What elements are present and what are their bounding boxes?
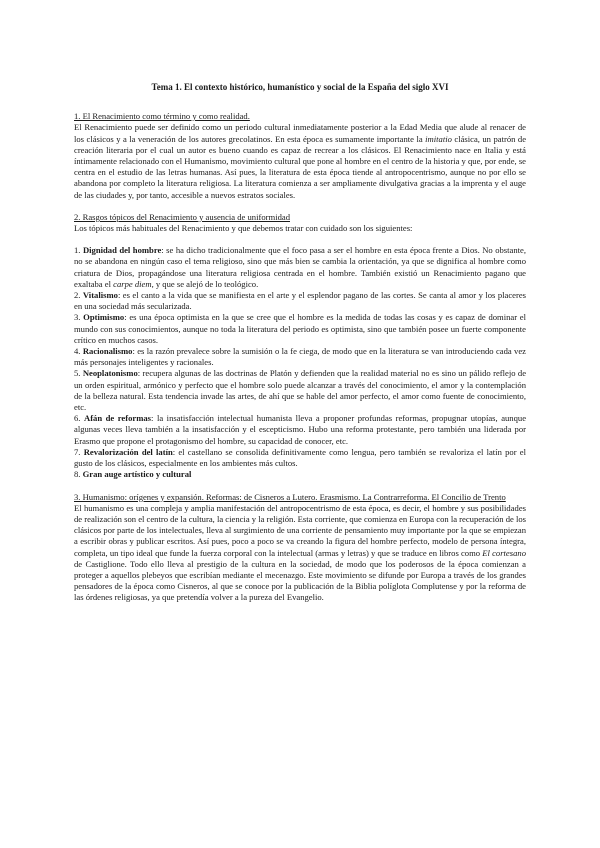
list-item-term: Dignidad del hombre — [82, 245, 162, 256]
section-2-intro: Los tópicos más habituales del Renacimiento y que debemos tratar con cuidado son los siguientes: — [74, 223, 413, 234]
section-3-text-a: El humanismo es una compleja y amplia manifestación del antropocentrismo de esta época, es decir, el hombre y sus posibilidades de realización son el centro de la cultura, la ciencia y la religión. Esta corriente, que comienza en Europa con la recuperación de los clásicos por parte de los intelectuales, lleva al surgimiento de una corriente de pensamiento muy importante por la que se empiezan a escribir obras y publicar escritos. Así pues, poco a poco se va creando la figura del hombre perfecto, modelo de persona íntegra, completa, un tipo ideal que funde la fuerza corporal con la intelectual (armas y letras) y que se traduce en libros como — [74, 502, 526, 558]
section-3-italic: El cortesano — [482, 547, 526, 558]
section-1-italic: imitatio — [425, 133, 452, 144]
list-item-term: Revalorización del latín — [83, 446, 173, 457]
section-1-paragraph — [74, 122, 526, 200]
list-item-term: Gran auge artístico y cultural — [82, 469, 192, 480]
list-item-term: Vitalismo — [82, 290, 118, 301]
section-1-text-b: clásica, un patrón de creación literaria por el cual un autor es bueno cuando es capaz de recrear a los clásicos. El Renacimiento nace en Italia y está íntimamente relacionado con el Humanismo, movimiento cultural que pone al hombre en el centro de la historia y que, por ende, se centra en el estudio de las letras humanas. Así pues, la literatura de esta época tiende al antropocentrismo, aunque no por ello se abandona por completo la literatura religiosa. La literatura comienza a ser ampliamente divulgativa gracias a la imprenta y el auge de las ciudades y, por tanto, accesible a nuevos estratos sociales. — [74, 133, 527, 200]
list-item-term: Optimismo — [83, 312, 125, 323]
list-item-term: Racionalismo — [82, 346, 133, 357]
list-item: 2. Vitalismo: es el canto a la vida que se manifiesta en el arte y el esplendor pagano de las cortes. Se canta al amor y los placeres en una sociedad más secularizada. — [74, 290, 527, 312]
list-item-term: Afán de reformas — [83, 413, 152, 424]
list-item: 4. Racionalismo: es la razón prevalece sobre la sumisión o la fe ciega, de modo que en la literatura se van introduciendo cada vez más personajes inteligentes y racionales. — [74, 346, 526, 368]
section-1-text-a: El Renacimiento puede ser definido como un periodo cultural inmediatamente posterior a la Edad Media que alude al renacer de los clásicos y a la veneración de los autores grecolatinos. En esta época es sumamente importante la — [74, 122, 526, 144]
document-title: Tema 1. El contexto histórico, humanístico y social de la España del siglo XVI — [151, 82, 449, 92]
section-2-heading: 2. Rasgos tópicos del Renacimiento y ausencia de uniformidad — [74, 211, 290, 222]
list-item: 8. Gran auge artístico y cultural — [74, 469, 192, 480]
section-1-heading: 1. El Renacimiento como término y como realidad. — [74, 111, 250, 122]
section-3-text-b: de Castiglione. Todo ello lleva al prestigio de la cultura en la sociedad, de modo que los poderosos de la época comienzan a proteger a aquellos plebeyos que escribían mediante el mecenazgo. Este movimiento se difunde por Europa a través de los grandes pensadores de la época como Cisneros, al que se conoce por la publicación de la Biblia políglota Complutense y por la reforma de las órdenes religiosas, ya que pretendía volver a la pureza del Evangelio. — [74, 558, 526, 603]
list-item: 7. Revalorización del latín: el castellano se consolida definitivamente como lengua, pero también se revaloriza el latín por el gusto de los clásicos, especialmente en los ambientes más cultos. — [74, 446, 526, 469]
document-page — [74, 82, 526, 604]
list-item: 5. Neoplatonismo: recupera algunas de las doctrinas de Platón y defienden que la realidad material no es sino un pálido reflejo de un orden espiritual, armónico y perfecto que el hombre solo puede alcanzar a través del conocimiento, el amor y la contemplación de la belleza natural. Esta tendencia invade las artes, de ahí que se hable del amor perfecto, el amor como fuente de conocimiento, etc. — [74, 368, 527, 413]
list-item: 6. Afán de reformas: la insatisfacción intelectual humanista lleva a proponer profundas reformas, propugnar utopías, aunque algunas veces lleva también a la insatisfacción y el escepticismo. Hubo una reforma protestante, pero también una liderada por Erasmo que propone el protagonismo del hombre, su capacidad de conocer, etc. — [74, 413, 527, 446]
list-item-term: Neoplatonismo — [82, 368, 138, 379]
list-item: 3. Optimismo: es una época optimista en la que se cree que el hombre es la medida de todas las cosas y es capaz de dominar el mundo con sus conocimientos, aunque no toda la literatura del periodo es optimista, sino que también posee un fuerte componente crítico en muchos casos. — [74, 312, 526, 345]
list-item: 1. Dignidad del hombre: se ha dicho tradicionalmente que el foco pasa a ser el hombre en esta época frente a Dios. No obstante, no se abandona en ningún caso el tema religioso, sino que más bien se cambia la orientación, ya que se dignifica al hombre como criatura de Dios, propagándose una literatura religiosa centrada en el hombre. También existió un Renacimiento pagano que exaltaba el carpe diem, y que se alejó de lo teológico. — [74, 245, 526, 289]
section-3-paragraph — [74, 503, 526, 604]
section-3-heading: 3. Humanismo: orígenes y expansión. Reformas: de Cisneros a Lutero. Erasmismo. La Contrarreforma. El Concilio de Trento — [74, 491, 506, 502]
